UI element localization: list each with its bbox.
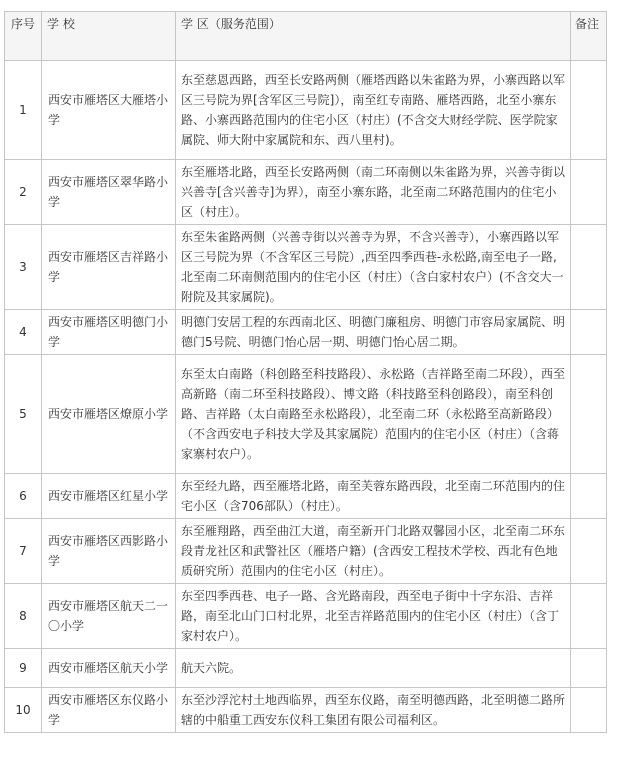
row-note [571, 355, 607, 474]
row-note [571, 688, 607, 733]
table-row [5, 474, 607, 519]
row-no: 3 [5, 225, 42, 310]
row-district: 东至雁翔路，西至曲江大道，南至新开门北路双馨园小区，北至南二环东段青龙社区和武警社区（雁塔户籍）(含西安工程技术学校、西北有色地质研究所）范围内的住宅小区（村庄）。 [176, 519, 571, 584]
row-school: 西安市雁塔区航天二一〇小学 [42, 584, 176, 649]
header-note: 备注 [571, 12, 607, 61]
row-district: 东至慈恩西路，西至长安路两侧（雁塔西路以朱雀路为界，小寨西路以军区三号院为界[含军区三号院]），南至红专南路、雁塔西路，北至小寨东路、小寨西路范围内的住宅小区（村庄）(不含交大财经学院、医学院家属院、师大附中家属院和东、西八里村)。 [176, 61, 571, 160]
row-school: 西安市雁塔区大雁塔小学 [42, 61, 176, 160]
row-school: 西安市雁塔区燎原小学 [42, 355, 176, 474]
row-school: 西安市雁塔区明德门小学 [42, 310, 176, 355]
row-note [571, 225, 607, 310]
row-no: 1 [5, 61, 42, 160]
row-district: 东至雁塔北路，西至长安路两侧（南二环南侧以朱雀路为界，兴善寺街以兴善寺[含兴善寺]为界），南至小寨东路，北至南二环路范围内的住宅小区（村庄）。 [176, 160, 571, 225]
table-row [5, 649, 607, 688]
table-row [5, 355, 607, 474]
school-district-table [4, 11, 607, 733]
row-school: 西安市雁塔区红星小学 [42, 474, 176, 519]
table-row [5, 310, 607, 355]
row-no: 6 [5, 474, 42, 519]
table-row [5, 584, 607, 649]
row-school: 西安市雁塔区西影路小学 [42, 519, 176, 584]
table-row [5, 160, 607, 225]
row-district: 航天六院。 [176, 649, 571, 688]
row-note [571, 584, 607, 649]
row-no: 2 [5, 160, 42, 225]
row-no: 4 [5, 310, 42, 355]
row-district: 明德门安居工程的东西南北区、明德门廉租房、明德门市容局家属院、明德门5号院、明德门怡心居一期、明德门怡心居二期。 [176, 310, 571, 355]
row-school: 西安市雁塔区东仪路小学 [42, 688, 176, 733]
row-district: 东至太白南路（科创路至科技路段）、永松路（吉祥路至南二环段），西至高新路（南二环至科技路段）、博文路（科技路至科创路段），南至科创路、吉祥路（太白南路至永松路段），北至南二环（永松路至高新路段）（不含西安电子科技大学及其家属院）范围内的住宅小区（村庄）（含蒋家寨村农户）。 [176, 355, 571, 474]
row-district: 东至四季西巷、电子一路、含光路南段，西至电子街中十字东沿、吉祥路，南至北山门口村北界，北至吉祥路范围内的住宅小区（村庄）（含丁家村农户）。 [176, 584, 571, 649]
row-district: 东至朱雀路两侧（兴善寺街以兴善寺为界，不含兴善寺），小寨西路以军区三号院为界（不含军区三号院）,西至四季西巷-永松路,南至电子一路,北至南二环南侧范围内的住宅小区（村庄）（含白家村农户）(不含交大一附院及其家属院)。 [176, 225, 571, 310]
table-header-row [5, 12, 607, 61]
row-no: 9 [5, 649, 42, 688]
row-note [571, 160, 607, 225]
row-note [571, 61, 607, 160]
row-note [571, 519, 607, 584]
header-no: 序号 [5, 12, 42, 61]
row-school: 西安市雁塔区吉祥路小学 [42, 225, 176, 310]
row-no: 8 [5, 584, 42, 649]
row-note [571, 474, 607, 519]
row-school: 西安市雁塔区航天小学 [42, 649, 176, 688]
row-no: 7 [5, 519, 42, 584]
row-note [571, 649, 607, 688]
row-note [571, 310, 607, 355]
row-district: 东至沙浮沱村土地西临界，西至东仪路，南至明德西路，北至明德二路所辖的中船重工西安东仪科工集团有限公司福利区。 [176, 688, 571, 733]
row-no: 5 [5, 355, 42, 474]
table-row [5, 688, 607, 733]
row-district: 东至经九路，西至雁塔北路，南至芙蓉东路西段，北至南二环范围内的住宅小区（含706部队）（村庄）。 [176, 474, 571, 519]
table-row [5, 61, 607, 160]
table-row [5, 519, 607, 584]
header-district: 学 区（服务范围） [176, 12, 571, 61]
row-no: 10 [5, 688, 42, 733]
header-school: 学 校 [42, 12, 176, 61]
row-school: 西安市雁塔区翠华路小学 [42, 160, 176, 225]
table-row [5, 225, 607, 310]
